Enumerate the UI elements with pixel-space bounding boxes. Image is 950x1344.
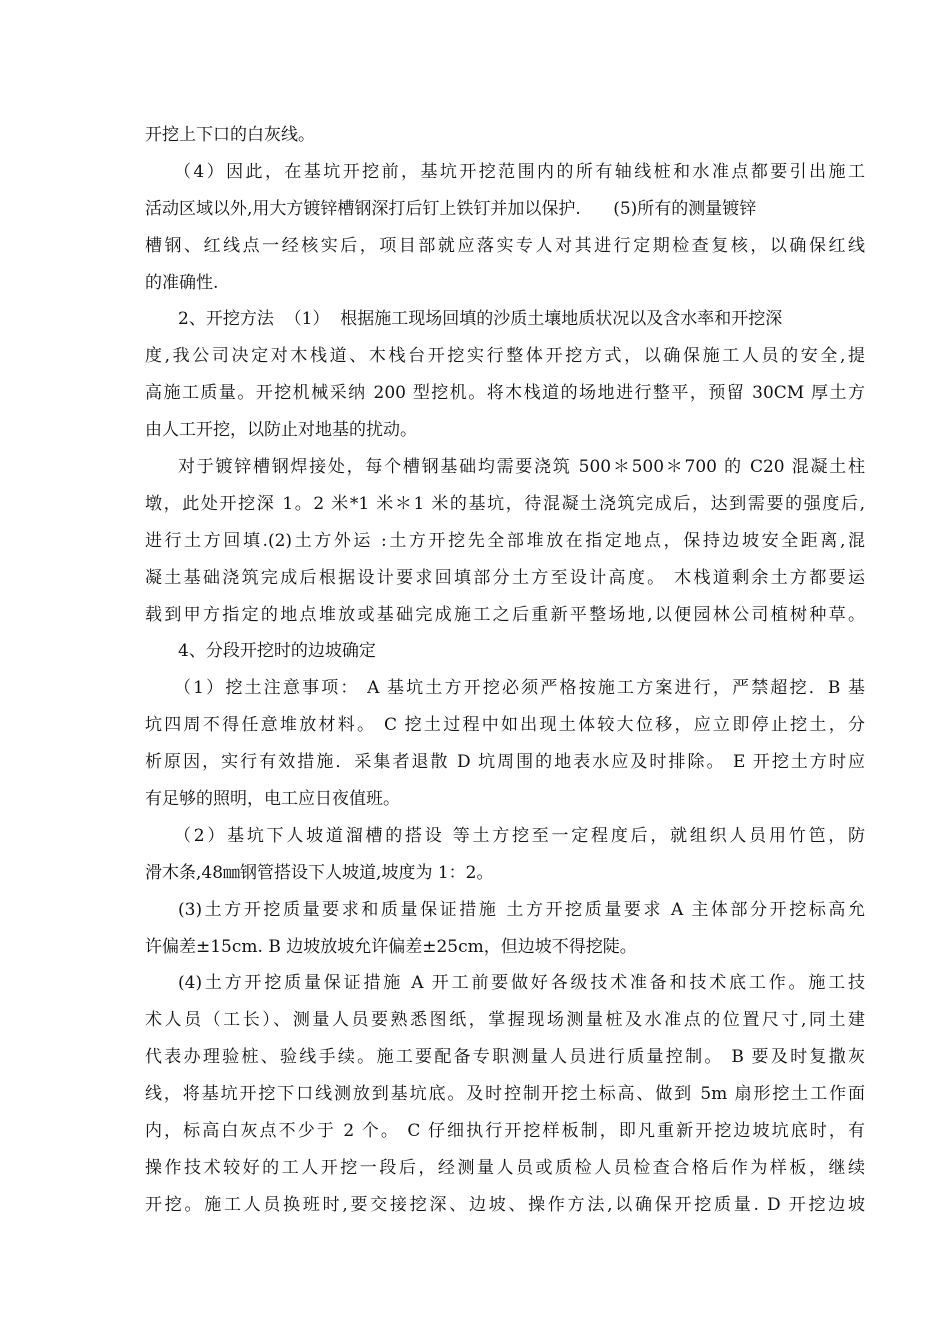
text-line-9: 由人工开挖，以防止对地基的扰动。 [145, 420, 417, 441]
text-line-15: 4、分段开挖时的边坡确定 [178, 641, 376, 662]
text-line-5: 的准确性. [145, 272, 219, 293]
text-line-10: 对于镀锌槽钢焊接处，每个槽钢基础均需要浇筑 500＊500＊700 的 C20 混凝土柱 [178, 457, 865, 478]
text-line-30: 开挖。施工人员换班时,要交接挖深、边坡、操作方法,以确保开挖质量. D 开挖边坡 [145, 1194, 865, 1215]
text-line-19: 有足够的照明，电工应日夜值班。 [145, 789, 400, 810]
text-line-27: 线，将基坑开挖下口线测放到基坑底。及时控制开挖土标高、做到 5m 扇形挖土工作面 [145, 1084, 865, 1105]
text-line-13: 凝土基础浇筑完成后根据设计要求回填部分土方至设计高度。 木栈道剩余土方都要运 [145, 567, 865, 588]
text-line-23: 许偏差±15cm. B 边坡放坡允许偏差±25cm，但边坡不得挖陡。 [145, 936, 637, 957]
text-line-2: （4）因此，在基坑开挖前，基坑开挖范围内的所有轴线桩和水准点都要引出施工 [174, 161, 865, 182]
text-line-12: 进行土方回填.(2)土方外运 :土方开挖先全部堆放在指定地点，保持边坡安全距离,混 [145, 530, 865, 551]
text-line-8: 高施工质量。开挖机械采纳 200 型挖机。将木栈道的场地进行整平，预留 30CM 厚土方 [145, 383, 865, 404]
text-line-17: 坑四周不得任意堆放材料。 C 挖土过程中如出现土体较大位移，应立即停止挖土，分 [145, 715, 865, 736]
text-line-1: 开挖上下口的白灰线。 [145, 125, 315, 145]
text-line-25: 术人员（工长）、测量人员要熟悉图纸，掌握现场测量桩及水准点的位置尺寸,同土建 [145, 1010, 865, 1031]
text-line-4: 槽钢、红线点一经核实后，项目部就应落实专人对其进行定期检查复核，以确保红线 [145, 235, 865, 256]
text-line-24: (4)土方开挖质量保证措施 A 开工前要做好各级技术准备和技术底工作。施工技 [178, 973, 865, 994]
text-line-28: 内，标高白灰点不少于 2 个。 C 仔细执行开挖样板制，即凡重新开挖边坡坑底时，有 [145, 1121, 865, 1142]
text-line-7: 度,我公司决定对木栈道、木栈台开挖实行整体开挖方式，以确保施工人员的安全,提 [145, 346, 865, 367]
text-line-14: 载到甲方指定的地点堆放或基础完成施工之后重新平整场地,以便园林公司植树种草。 [145, 604, 865, 625]
text-line-6: 2、开挖方法 （1） 根据施工现场回填的沙质土壤地质状况以及含水率和开挖深 [178, 309, 783, 330]
text-line-16: （1）挖土注意事项： A 基坑土方开挖必须严格按施工方案进行，严禁超挖．B 基 [174, 678, 865, 699]
text-line-22: (3)土方开挖质量要求和质量保证措施 土方开挖质量要求 A 主体部分开挖标高允 [178, 899, 865, 920]
document-body [145, 117, 865, 1224]
text-line-11: 墩，此处开挖深 1。2 米*1 米＊1 米的基坑，待混凝土浇筑完成后，达到需要的强度后, [145, 493, 865, 514]
text-line-21: 滑木条,48㎜钢管搭设下人坡道,坡度为 1：2。 [145, 862, 494, 883]
text-line-3: 活动区域以外,用大方镀锌槽钢深打后钉上铁钉并加以保护. (5)所有的测量镀锌 [145, 198, 757, 219]
text-line-29: 操作技术较好的工人开挖一段后，经测量人员或质检人员检查合格后作为样板，继续 [145, 1157, 865, 1178]
text-line-26: 代表办理验桩、验线手续。施工要配备专职测量人员进行质量控制。 B 要及时复撒灰 [145, 1047, 865, 1068]
text-line-20: （2）基坑下人坡道溜槽的搭设 等土方挖至一定程度后，就组织人员用竹笆，防 [174, 825, 865, 846]
text-line-18: 析原因，实行有效措施．采集者退散 D 坑周围的地表水应及时排除。 E 开挖土方时应 [145, 752, 865, 773]
